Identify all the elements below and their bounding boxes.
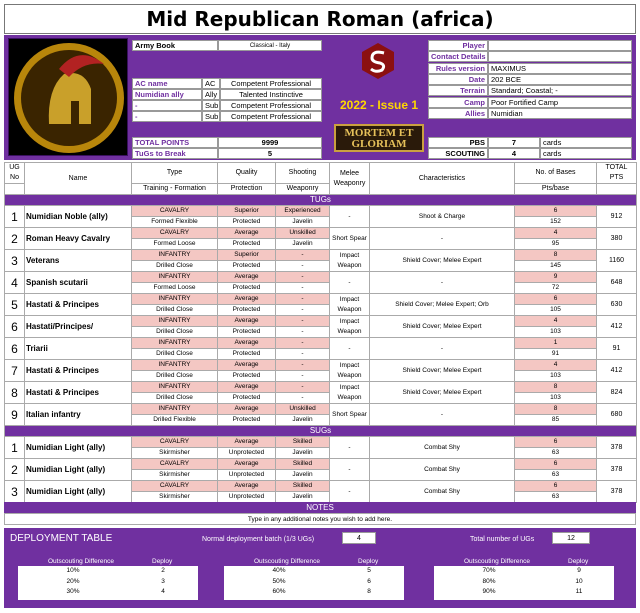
unit-quality[interactable]: Average <box>218 481 276 492</box>
unit-melee[interactable]: Short Spear <box>330 228 370 250</box>
unit-characteristics[interactable]: - <box>370 404 515 426</box>
deploy-value: 6 <box>367 577 371 585</box>
table-row <box>5 272 637 283</box>
ug-number: 1 <box>5 437 25 459</box>
unit-melee[interactable]: - <box>330 437 370 459</box>
scouting-label: SCOUTING <box>428 148 488 159</box>
unit-type[interactable]: CAVALRY <box>132 481 218 492</box>
unit-total-pts: 1160 <box>597 250 637 272</box>
unit-formation[interactable]: Drilled Close <box>132 393 218 404</box>
total-points-value: 9999 <box>218 137 322 148</box>
unit-weaponry[interactable]: Javelin <box>276 492 330 503</box>
unit-shooting[interactable]: Skilled <box>276 481 330 492</box>
unit-total-pts: 91 <box>597 338 637 360</box>
mortem-et-gloriam-logo: MORTEM ET GLORIAM <box>334 124 424 152</box>
deploy-value: 9 <box>577 567 581 574</box>
ug-number: 8 <box>5 382 25 404</box>
ug-number: 2 <box>5 228 25 250</box>
unit-name[interactable]: Hastati & Principes <box>25 382 132 404</box>
unit-protection[interactable]: Unprotected <box>218 448 276 459</box>
info-label: Contact Details <box>428 51 488 62</box>
unit-protection[interactable]: Protected <box>218 393 276 404</box>
ac-name: - <box>132 100 202 111</box>
notes-header: NOTES <box>4 502 636 513</box>
unit-pts-base: 63 <box>515 470 597 481</box>
unit-quality[interactable]: Average <box>218 338 276 349</box>
deploy-value: 4 <box>161 588 165 595</box>
unit-weaponry[interactable]: - <box>276 349 330 360</box>
unit-pts-base: 103 <box>515 327 597 338</box>
od-value: 30% <box>66 588 80 595</box>
unit-melee[interactable]: Short Spear <box>330 404 370 426</box>
unit-type[interactable]: CAVALRY <box>132 437 218 448</box>
ac-name: AC name <box>132 78 202 89</box>
unit-name[interactable]: Triarii <box>25 338 132 360</box>
unit-shooting[interactable]: Unskilled <box>276 228 330 239</box>
unit-shooting[interactable]: Experienced <box>276 206 330 217</box>
unit-characteristics[interactable]: Shield Cover; Melee Expert <box>370 382 515 404</box>
unit-total-pts: 378 <box>597 481 637 503</box>
unit-protection[interactable]: Protected <box>218 239 276 250</box>
col-ug-no: UG No <box>5 163 25 184</box>
unit-weaponry[interactable]: Javelin <box>276 415 330 426</box>
unit-type[interactable]: INFANTRY <box>132 272 218 283</box>
pbs-unit: cards <box>540 137 632 148</box>
army-book-label: Army Book <box>132 40 218 51</box>
unit-bases[interactable]: 1 <box>515 338 597 349</box>
unit-melee[interactable]: Impact Weapon <box>330 294 370 316</box>
unit-weaponry[interactable]: Javelin <box>276 448 330 459</box>
unit-rows <box>5 195 637 503</box>
unit-characteristics[interactable]: Shield Cover; Melee Expert <box>370 316 515 338</box>
unit-quality[interactable]: Average <box>218 294 276 305</box>
info-value[interactable] <box>488 51 632 62</box>
unit-melee[interactable]: Impact Weapon <box>330 382 370 404</box>
unit-pts-base: 105 <box>515 305 597 316</box>
unit-formation[interactable]: Drilled Close <box>132 261 218 272</box>
unit-weaponry[interactable]: Javelin <box>276 217 330 228</box>
unit-formation[interactable]: Skirmisher <box>132 470 218 481</box>
unit-pts-base: 152 <box>515 217 597 228</box>
ac-name: Numidian ally <box>132 89 202 100</box>
unit-quality[interactable]: Average <box>218 360 276 371</box>
table-row <box>5 294 637 305</box>
unit-total-pts: 912 <box>597 206 637 228</box>
unit-formation[interactable]: Skirmisher <box>132 448 218 459</box>
od-value: 70% <box>482 567 496 574</box>
unit-protection[interactable]: Protected <box>218 415 276 426</box>
unit-name[interactable]: Hastati/Principes/ <box>25 316 132 338</box>
info-label: Camp <box>428 97 488 108</box>
unit-pts-base: 145 <box>515 261 597 272</box>
unit-bases[interactable]: 4 <box>515 360 597 371</box>
unit-melee[interactable]: Impact Weapon <box>330 250 370 272</box>
unit-bases[interactable]: 6 <box>515 294 597 305</box>
unit-bases[interactable]: 4 <box>515 228 597 239</box>
unit-protection[interactable]: Protected <box>218 371 276 382</box>
col-name: Name <box>25 163 132 195</box>
spartan-helmet-emblem <box>8 38 128 156</box>
unit-melee[interactable]: - <box>330 272 370 294</box>
scouting-unit: cards <box>540 148 632 159</box>
scouting-value: 4 <box>488 148 540 159</box>
deploy-value: 3 <box>161 577 165 585</box>
table-row <box>5 437 637 448</box>
unit-formation[interactable]: Drilled Close <box>132 327 218 338</box>
ug-number: 2 <box>5 459 25 481</box>
unit-bases[interactable]: 9 <box>515 272 597 283</box>
unit-characteristics[interactable]: Shield Cover; Melee Expert; Orb <box>370 294 515 316</box>
unit-characteristics[interactable]: - <box>370 338 515 360</box>
unit-quality[interactable]: Average <box>218 404 276 415</box>
unit-protection[interactable]: Protected <box>218 349 276 360</box>
unit-bases[interactable]: 6 <box>515 459 597 470</box>
unit-total-pts: 680 <box>597 404 637 426</box>
ug-number: 1 <box>5 206 25 228</box>
unit-weaponry[interactable]: - <box>276 305 330 316</box>
unit-protection[interactable]: Protected <box>218 217 276 228</box>
od-value: 40% <box>272 567 286 574</box>
unit-weaponry[interactable]: Javelin <box>276 470 330 481</box>
col-pts-base: Pts/base <box>515 184 597 195</box>
unit-name[interactable]: Veterans <box>25 250 132 272</box>
unit-formation[interactable]: Formed Loose <box>132 239 218 250</box>
ac-rating[interactable]: Talented Instinctive <box>220 89 322 100</box>
col-bases: No. of Bases <box>515 163 597 184</box>
unit-melee[interactable]: Impact Weapon <box>330 360 370 382</box>
col-protection: Protection <box>218 184 276 195</box>
unit-bases[interactable]: 6 <box>515 481 597 492</box>
unit-bases[interactable]: 8 <box>515 250 597 261</box>
unit-quality[interactable]: Superior <box>218 250 276 261</box>
tugs-break-label: TuGs to Break <box>132 148 218 159</box>
ug-number: 3 <box>5 481 25 503</box>
info-label: Rules version <box>428 63 488 74</box>
ug-number: 6 <box>5 316 25 338</box>
deploy-header: Deploy <box>152 558 173 565</box>
unit-quality[interactable]: Superior <box>218 206 276 217</box>
info-value[interactable]: MAXIMUS <box>488 63 632 74</box>
ug-number: 6 <box>5 338 25 360</box>
deploy-value: 5 <box>367 567 371 574</box>
unit-protection[interactable]: Unprotected <box>218 470 276 481</box>
unit-name[interactable]: Roman Heavy Cavalry <box>25 228 132 250</box>
unit-name[interactable]: Italian infantry <box>25 404 132 426</box>
unit-weaponry[interactable]: - <box>276 393 330 404</box>
unit-name[interactable]: Numidian Light (ally) <box>25 481 132 503</box>
unit-shooting[interactable]: - <box>276 250 330 261</box>
unit-melee[interactable]: Impact Weapon <box>330 316 370 338</box>
section-header: SUGs <box>5 426 637 437</box>
unit-weaponry[interactable]: - <box>276 283 330 294</box>
table-row <box>5 316 637 327</box>
unit-total-pts: 378 <box>597 459 637 481</box>
od-value: 90% <box>482 588 496 595</box>
unit-protection[interactable]: Protected <box>218 327 276 338</box>
od-value: 60% <box>272 588 286 595</box>
od-value: 10% <box>66 567 80 574</box>
od-header: Outscouting Difference <box>254 558 320 565</box>
table-row <box>5 206 637 217</box>
ac-code: Sub <box>202 111 220 122</box>
unit-quality[interactable]: Average <box>218 382 276 393</box>
unit-bases[interactable]: 4 <box>515 316 597 327</box>
ug-number: 4 <box>5 272 25 294</box>
batch-value: 4 <box>342 532 376 544</box>
unit-formation[interactable]: Formed Flexible <box>132 217 218 228</box>
pbs-value: 7 <box>488 137 540 148</box>
unit-type[interactable]: INFANTRY <box>132 404 218 415</box>
unit-melee[interactable]: - <box>330 206 370 228</box>
page-title: Mid Republican Roman (africa) <box>4 4 636 34</box>
info-value[interactable] <box>488 40 632 51</box>
unit-melee[interactable]: - <box>330 338 370 360</box>
unit-name[interactable]: Hastati & Principes <box>25 294 132 316</box>
table-row <box>5 382 637 393</box>
army-book-value[interactable]: Classical - Italy <box>218 40 322 51</box>
info-label: Allies <box>428 108 488 119</box>
col-total-sub <box>597 184 637 195</box>
version-label: 2022 - Issue 1 <box>339 98 419 112</box>
unit-type[interactable]: CAVALRY <box>132 206 218 217</box>
od-value: 20% <box>66 577 80 585</box>
col-melee: Melee Weaponry <box>330 163 370 195</box>
table-row <box>5 459 637 470</box>
deploy-value: 10 <box>575 577 583 585</box>
unit-type[interactable]: INFANTRY <box>132 250 218 261</box>
table-row <box>5 404 637 415</box>
unit-shooting[interactable]: - <box>276 272 330 283</box>
total-ugs-value: 12 <box>552 532 590 544</box>
info-value[interactable]: Standard; Coastal; - <box>488 85 632 96</box>
unit-bases[interactable]: 8 <box>515 382 597 393</box>
od-value: 50% <box>272 577 286 585</box>
ac-rating[interactable]: Competent Professional <box>220 78 322 89</box>
unit-formation[interactable]: Drilled Flexible <box>132 415 218 426</box>
unit-characteristics[interactable]: Combat Shy <box>370 437 515 459</box>
info-label: Date <box>428 74 488 85</box>
table-row <box>5 360 637 371</box>
unit-bases[interactable]: 6 <box>515 206 597 217</box>
table-row <box>5 228 637 239</box>
unit-protection[interactable]: Unprotected <box>218 492 276 503</box>
unit-characteristics[interactable]: Combat Shy <box>370 481 515 503</box>
deploy-header: Deploy <box>358 558 379 565</box>
unit-name[interactable]: Hastati & Principes <box>25 360 132 382</box>
ac-rating[interactable]: Competent Professional <box>220 100 322 111</box>
unit-quality[interactable]: Average <box>218 228 276 239</box>
unit-type[interactable]: INFANTRY <box>132 360 218 371</box>
deploy-value: 2 <box>161 567 165 574</box>
unit-weaponry[interactable]: - <box>276 327 330 338</box>
unit-type[interactable]: INFANTRY <box>132 382 218 393</box>
unit-shooting[interactable]: - <box>276 338 330 349</box>
unit-shooting[interactable]: - <box>276 294 330 305</box>
unit-formation[interactable]: Formed Loose <box>132 283 218 294</box>
unit-name[interactable]: Numidian Noble (ally) <box>25 206 132 228</box>
tugs-break-value: 5 <box>218 148 322 159</box>
unit-characteristics[interactable]: Shoot & Charge <box>370 206 515 228</box>
unit-characteristics[interactable]: Shield Cover; Melee Expert <box>370 250 515 272</box>
col-shooting: Shooting <box>276 163 330 184</box>
table-row <box>5 338 637 349</box>
unit-total-pts: 630 <box>597 294 637 316</box>
unit-pts-base: 85 <box>515 415 597 426</box>
pbs-label: PBS <box>428 137 488 148</box>
col-training: Training - Formation <box>132 184 218 195</box>
deploy-header: Deploy <box>568 558 589 565</box>
unit-quality[interactable]: Average <box>218 272 276 283</box>
col-quality: Quality <box>218 163 276 184</box>
unit-type[interactable]: CAVALRY <box>132 459 218 470</box>
unit-bases[interactable]: 6 <box>515 437 597 448</box>
section-header: TUGs <box>5 195 637 206</box>
deploy-value: 11 <box>575 588 583 595</box>
red-s-logo-icon <box>360 42 396 80</box>
unit-pts-base: 103 <box>515 371 597 382</box>
od-header: Outscouting Difference <box>48 558 114 565</box>
unit-name[interactable]: Numidian Light (ally) <box>25 459 132 481</box>
info-value[interactable]: 202 BCE <box>488 74 632 85</box>
unit-weaponry[interactable]: - <box>276 261 330 272</box>
unit-table <box>4 162 637 503</box>
unit-pts-base: 95 <box>515 239 597 250</box>
table-row <box>5 481 637 492</box>
unit-quality[interactable]: Average <box>218 459 276 470</box>
unit-type[interactable]: INFANTRY <box>132 316 218 327</box>
col-characteristics: Characteristics <box>370 163 515 195</box>
unit-total-pts: 412 <box>597 360 637 382</box>
ug-number: 9 <box>5 404 25 426</box>
unit-shooting[interactable]: Unskilled <box>276 404 330 415</box>
info-value[interactable]: Numidian <box>488 108 632 119</box>
unit-total-pts: 648 <box>597 272 637 294</box>
unit-name[interactable]: Numidian Light (ally) <box>25 437 132 459</box>
unit-weaponry[interactable]: Javelin <box>276 239 330 250</box>
unit-formation[interactable]: Drilled Close <box>132 371 218 382</box>
col-weaponry: Weaponry <box>276 184 330 195</box>
ug-number: 5 <box>5 294 25 316</box>
col-ug-no-sub <box>5 184 25 195</box>
col-total: TOTAL PTS <box>597 163 637 184</box>
unit-pts-base: 63 <box>515 448 597 459</box>
unit-bases[interactable]: 8 <box>515 404 597 415</box>
ac-code: AC <box>202 78 220 89</box>
unit-pts-base: 72 <box>515 283 597 294</box>
info-label: Terrain <box>428 85 488 96</box>
unit-type[interactable]: CAVALRY <box>132 228 218 239</box>
unit-characteristics[interactable]: Shield Cover; Melee Expert <box>370 360 515 382</box>
unit-formation[interactable]: Skirmisher <box>132 492 218 503</box>
total-ugs-label: Total number of UGs <box>470 536 535 543</box>
unit-pts-base: 103 <box>515 393 597 404</box>
unit-protection[interactable]: Protected <box>218 283 276 294</box>
unit-melee[interactable]: - <box>330 481 370 503</box>
unit-characteristics[interactable]: Combat Shy <box>370 459 515 481</box>
unit-total-pts: 824 <box>597 382 637 404</box>
unit-formation[interactable]: Drilled Close <box>132 305 218 316</box>
od-value: 80% <box>482 577 496 585</box>
batch-label: Normal deployment batch (1/3 UGs) <box>202 536 315 543</box>
unit-melee[interactable]: - <box>330 459 370 481</box>
unit-formation[interactable]: Drilled Close <box>132 349 218 360</box>
unit-pts-base: 91 <box>515 349 597 360</box>
unit-weaponry[interactable]: - <box>276 371 330 382</box>
unit-type[interactable]: INFANTRY <box>132 338 218 349</box>
ug-number: 7 <box>5 360 25 382</box>
unit-quality[interactable]: Average <box>218 316 276 327</box>
unit-shooting[interactable]: - <box>276 360 330 371</box>
deployment-title: DEPLOYMENT TABLE <box>10 533 113 544</box>
unit-pts-base: 63 <box>515 492 597 503</box>
unit-type[interactable]: INFANTRY <box>132 294 218 305</box>
ac-rating[interactable]: Competent Professional <box>220 111 322 122</box>
unit-shooting[interactable]: - <box>276 382 330 393</box>
col-type: Type <box>132 163 218 184</box>
unit-characteristics[interactable]: - <box>370 228 515 250</box>
ug-number: 3 <box>5 250 25 272</box>
total-points-label: TOTAL POINTS <box>132 137 218 148</box>
unit-total-pts: 412 <box>597 316 637 338</box>
unit-total-pts: 380 <box>597 228 637 250</box>
unit-quality[interactable]: Average <box>218 437 276 448</box>
deploy-value: 8 <box>367 588 371 595</box>
unit-shooting[interactable]: - <box>276 316 330 327</box>
ac-code: Sub <box>202 100 220 111</box>
ac-code: Ally <box>202 89 220 100</box>
unit-name[interactable]: Spanish scutarii <box>25 272 132 294</box>
info-value[interactable]: Poor Fortified Camp <box>488 97 632 108</box>
unit-characteristics[interactable]: - <box>370 272 515 294</box>
unit-shooting[interactable]: Skilled <box>276 459 330 470</box>
ac-name: - <box>132 111 202 122</box>
info-label: Player <box>428 40 488 51</box>
unit-protection[interactable]: Protected <box>218 261 276 272</box>
unit-shooting[interactable]: Skilled <box>276 437 330 448</box>
table-row <box>5 250 637 261</box>
unit-total-pts: 378 <box>597 437 637 459</box>
unit-protection[interactable]: Protected <box>218 305 276 316</box>
od-header: Outscouting Difference <box>464 558 530 565</box>
notes-field[interactable]: Type in any additional notes you wish to add here. <box>4 513 636 525</box>
